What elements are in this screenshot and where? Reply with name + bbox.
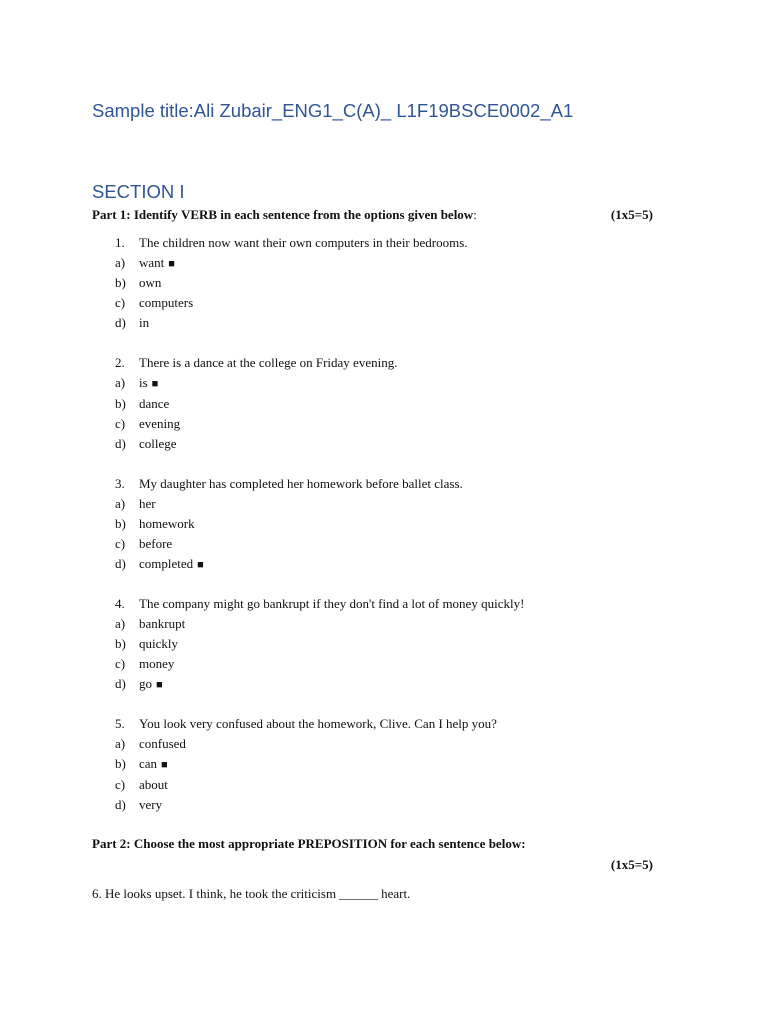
selected-answer-mark: ■ (156, 679, 163, 692)
question-6-blank: ______ (339, 886, 379, 901)
question-number: 2. (115, 355, 125, 371)
question-text: The children now want their own computers in their bedrooms. (139, 235, 468, 250)
option-letter: d) (115, 796, 126, 812)
option-letter: b) (115, 275, 126, 291)
option-text (139, 676, 163, 692)
option-label: own (139, 275, 162, 291)
part1-heading-text: Part 1: Identify VERB in each sentence from the options given below (92, 207, 474, 222)
option-label: dance (139, 395, 170, 411)
question-text: My daughter has completed her homework before ballet class. (139, 475, 463, 491)
option-text (139, 536, 172, 552)
option-text (139, 756, 168, 772)
option-label: go (139, 676, 152, 692)
selected-answer-mark: ■ (197, 559, 204, 571)
option-text (139, 375, 158, 391)
option-letter: c) (115, 415, 126, 431)
option-letter: b) (115, 756, 126, 772)
option-text (139, 396, 169, 412)
option-label: want (139, 255, 165, 271)
question-text: The company might go bankrupt if they don't find a lot of money quickly! (139, 595, 525, 611)
option-letter: c) (115, 776, 126, 792)
option-letter: d) (115, 556, 126, 571)
option-letter: a) (115, 616, 126, 631)
selected-answer-mark: ■ (161, 759, 168, 772)
question-6-text-after: heart. (381, 886, 411, 901)
option-label: is (139, 375, 148, 391)
option-letter: b) (115, 515, 126, 531)
option-label: in (139, 315, 150, 331)
option-text (139, 516, 195, 532)
option-text (139, 797, 162, 813)
option-text (139, 616, 185, 632)
question-number: 4. (115, 595, 125, 611)
option-label: before (139, 535, 173, 551)
option-text (139, 736, 186, 752)
option-letter: d) (115, 676, 126, 692)
option-text (139, 275, 161, 291)
selected-answer-mark: ■ (151, 378, 159, 391)
option-letter: b) (115, 395, 126, 411)
option-text (139, 255, 175, 271)
option-label: very (139, 796, 163, 812)
part1-heading-colon: : (473, 207, 477, 222)
option-text (139, 656, 174, 672)
option-text (139, 315, 149, 331)
question-number: 5. (115, 716, 125, 732)
option-letter: d) (115, 435, 126, 451)
option-letter: a) (115, 736, 126, 752)
option-letter: c) (115, 656, 126, 672)
option-letter: a) (115, 255, 126, 271)
question-6-text-before: He looks upset. I think, he took the criticism (105, 886, 337, 901)
option-letter: c) (115, 295, 126, 311)
option-label: confused (139, 736, 186, 752)
option-label: about (139, 776, 168, 792)
option-label: bankrupt (139, 616, 186, 631)
question-6-number: 6. (92, 886, 102, 901)
option-label: money (139, 656, 175, 672)
option-text (139, 416, 180, 432)
option-label: her (139, 495, 156, 511)
question-text: There is a dance at the college on Friday evening. (139, 355, 398, 371)
option-label: college (139, 435, 177, 451)
option-text (139, 496, 156, 512)
option-label: completed (139, 556, 194, 571)
option-label: computers (139, 295, 194, 311)
option-text (139, 295, 193, 311)
option-text (139, 636, 178, 652)
part2-heading: Part 2: Choose the most appropriate PREPOSITION for each sentence below: (92, 836, 526, 851)
option-label: evening (139, 415, 181, 431)
option-text (139, 556, 204, 572)
option-letter: d) (115, 315, 126, 331)
part1-heading (92, 207, 477, 223)
section-heading: SECTION I (92, 181, 185, 202)
option-text (139, 436, 177, 452)
option-letter: c) (115, 535, 126, 551)
question-6 (92, 886, 410, 902)
part1-marks: (1x5=5) (610, 207, 653, 222)
question-number: 1. (115, 235, 125, 250)
option-letter: a) (115, 375, 126, 391)
question-number: 3. (115, 475, 125, 491)
document-title: Sample title:Ali Zubair_ENG1_C(A)_ L1F19BSCE0002_A1 (92, 100, 574, 121)
option-letter: b) (115, 636, 126, 652)
selected-answer-mark: ■ (168, 258, 175, 271)
option-letter: a) (115, 495, 126, 511)
option-text (139, 777, 168, 793)
part2-marks: (1x5=5) (610, 857, 653, 872)
option-label: can (139, 756, 158, 772)
option-label: quickly (139, 636, 178, 652)
option-label: homework (139, 515, 195, 531)
question-text: You look very confused about the homework, Clive. Can I help you? (139, 716, 497, 732)
